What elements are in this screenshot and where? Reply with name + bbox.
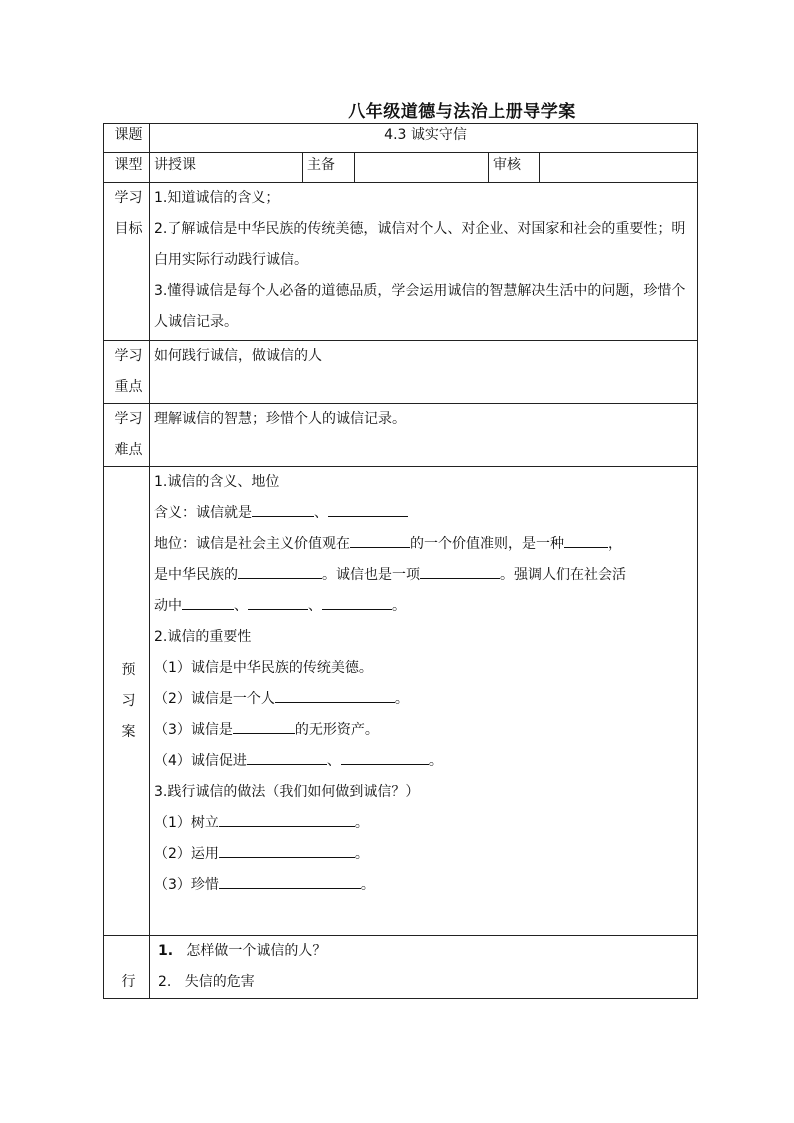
position-line2-suffix: 。强调人们在社会活 <box>500 567 626 583</box>
goals-content <box>150 183 698 341</box>
preview-label-line2: 习 <box>121 692 136 709</box>
practice-item <box>154 839 697 870</box>
goals-label-line1: 学习 <box>114 190 143 206</box>
importance-3-prefix: （3）诚信是 <box>154 722 233 738</box>
meaning-prefix: 含义：诚信就是 <box>154 505 252 521</box>
topic-value: 4.3 诚实守信 <box>150 124 698 153</box>
practice-item <box>154 808 697 839</box>
review-label: 审核 <box>489 153 540 183</box>
preview-content <box>150 467 698 936</box>
position-line2-prefix: 是中华民族的 <box>154 567 238 583</box>
preview-label <box>104 467 150 936</box>
difficulties-label <box>104 404 150 467</box>
importance-item <box>154 684 697 715</box>
difficulties-text: 理解诚信的智慧；珍惜个人的诚信记录。 <box>150 404 698 467</box>
action-question <box>158 936 697 967</box>
position-line2-mid: 。诚信也是一项 <box>322 567 420 583</box>
period: 。 <box>354 815 369 831</box>
difficulties-label-line1: 学习 <box>114 411 143 427</box>
fill-blank[interactable] <box>219 874 361 889</box>
fill-blank[interactable] <box>275 688 395 703</box>
importance-item <box>154 715 697 746</box>
period: 。 <box>354 846 369 862</box>
practice-item <box>154 870 697 901</box>
period: 。 <box>392 598 406 614</box>
key-points-label <box>104 341 150 404</box>
practice-1-text: （1）树立 <box>154 815 219 831</box>
type-value: 讲授课 <box>150 153 303 183</box>
preview-label-line3: 案 <box>121 723 136 740</box>
preview-label-line1: 预 <box>121 661 136 678</box>
lead-value <box>355 153 489 183</box>
importance-4-text: （4）诚信促进 <box>154 753 247 769</box>
action-q1-text: 怎样做一个诚信的人？ <box>186 943 327 959</box>
goals-label <box>104 183 150 341</box>
type-label: 课型 <box>104 153 150 183</box>
lead-label: 主备 <box>303 153 355 183</box>
period: 。 <box>394 691 409 707</box>
difficulties-row <box>104 404 698 467</box>
topic-row <box>104 124 698 153</box>
goals-row <box>104 183 698 341</box>
comma: ， <box>608 536 622 552</box>
fill-blank[interactable] <box>420 564 500 579</box>
action-q2-text: 失信的危害 <box>184 974 255 990</box>
goal-item: 3.懂得诚信是每个人必备的道德品质，学会运用诚信的智慧解决生活中的问题，珍惜个人诚信记录。 <box>154 283 686 330</box>
position-prefix: 地位：诚信是社会主义价值观在 <box>154 536 350 552</box>
preview-row <box>104 467 698 936</box>
practice-2-text: （2）运用 <box>154 846 219 862</box>
study-plan-table <box>103 123 698 999</box>
fill-blank[interactable] <box>247 750 327 765</box>
importance-item <box>154 746 697 777</box>
position-line-3 <box>154 591 697 622</box>
section-heading: 2.诚信的重要性 <box>154 629 252 645</box>
separator: 、 <box>234 598 248 614</box>
fill-blank[interactable] <box>182 595 234 610</box>
topic-label: 课题 <box>104 124 150 153</box>
action-q2-number: 2. <box>158 974 172 990</box>
fill-blank[interactable] <box>252 502 314 517</box>
page-title: 八年级道德与法治上册导学案 <box>348 102 576 122</box>
meta-row <box>104 153 698 183</box>
importance-2-text: （2）诚信是一个人 <box>154 691 275 707</box>
fill-blank[interactable] <box>248 595 308 610</box>
action-row <box>104 936 698 999</box>
key-points-label-line1: 学习 <box>114 348 143 364</box>
fill-blank[interactable] <box>322 595 392 610</box>
importance-3-suffix: 的无形资产。 <box>294 722 379 738</box>
position-line3-prefix: 动中 <box>154 598 182 614</box>
separator: 、 <box>326 753 341 769</box>
fill-blank[interactable] <box>238 564 322 579</box>
period: 。 <box>428 753 443 769</box>
fill-blank[interactable] <box>219 812 355 827</box>
importance-item: （1）诚信是中华民族的传统美德。 <box>154 660 373 676</box>
separator: 、 <box>314 505 328 521</box>
fill-blank[interactable] <box>350 533 410 548</box>
goal-item: 1.知道诚信的含义； <box>154 190 280 206</box>
position-mid: 的一个价值准则，是一种 <box>410 536 564 552</box>
key-points-row <box>104 341 698 404</box>
action-q1-number: 1. <box>158 943 174 959</box>
period: 。 <box>360 877 375 893</box>
practice-3-text: （3）珍惜 <box>154 877 219 893</box>
action-content <box>150 936 698 999</box>
section-heading: 1.诚信的含义、地位 <box>154 474 280 490</box>
fill-blank[interactable] <box>233 719 295 734</box>
action-label: 行 <box>104 936 150 999</box>
fill-blank[interactable] <box>341 750 429 765</box>
fill-blank[interactable] <box>564 533 608 548</box>
separator: 、 <box>308 598 322 614</box>
key-points-label-line2: 重点 <box>114 379 143 395</box>
section-heading: 3.践行诚信的做法（我们如何做到诚信？） <box>154 784 420 800</box>
fill-blank[interactable] <box>219 843 355 858</box>
goal-item: 2.了解诚信是中华民族的传统美德，诚信对个人、对企业、对国家和社会的重要性；明白用实际行动践行诚信。 <box>154 221 686 268</box>
fill-blank[interactable] <box>328 502 408 517</box>
action-question <box>158 967 697 998</box>
difficulties-label-line2: 难点 <box>114 442 143 458</box>
key-points-text: 如何践行诚信，做诚信的人 <box>150 341 698 404</box>
review-value <box>540 153 698 183</box>
meaning-line <box>154 498 697 529</box>
goals-label-line2: 目标 <box>114 221 143 237</box>
position-line <box>154 529 697 560</box>
position-line-2 <box>154 560 697 591</box>
